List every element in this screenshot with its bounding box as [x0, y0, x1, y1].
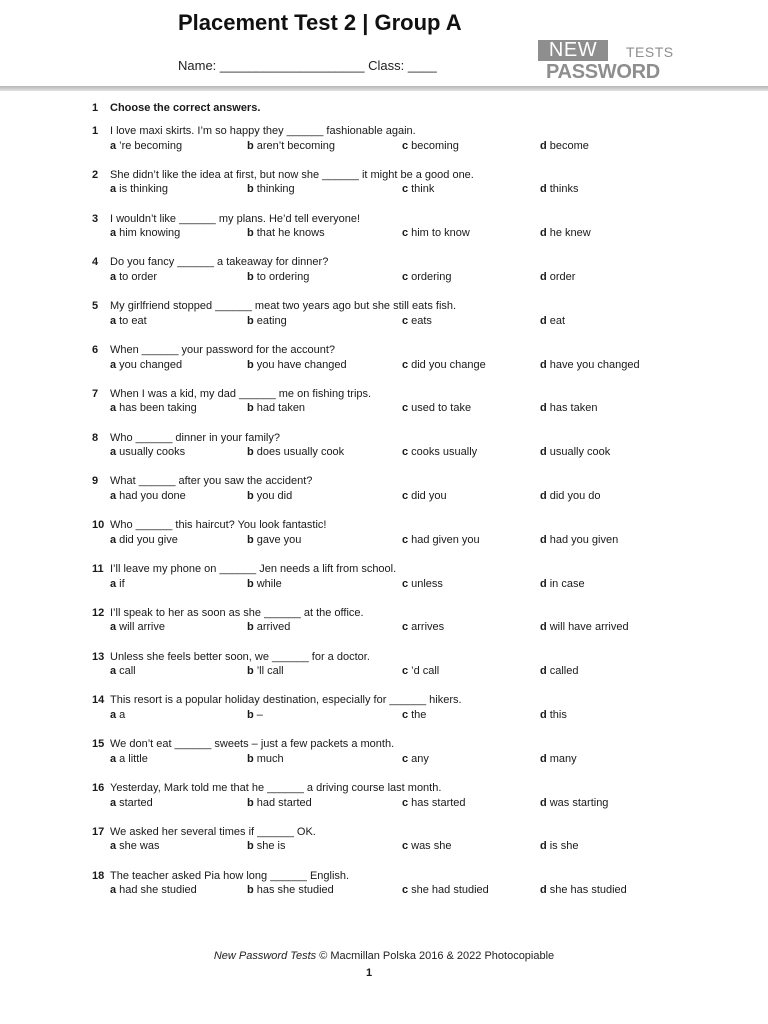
- option-text: that he knows: [256, 227, 325, 240]
- option-text: has she studied: [256, 884, 334, 897]
- option-text: ordering: [411, 270, 452, 283]
- answer-option-b: [247, 533, 301, 548]
- answer-option-c: [402, 489, 447, 504]
- question-item: [92, 168, 732, 202]
- question-number: 5: [92, 300, 99, 313]
- answer-option-a: [110, 182, 168, 197]
- question-item: [92, 255, 732, 289]
- option-letter: a: [110, 270, 117, 283]
- question-stem: Who ______ this haircut? You look fantastic!: [110, 519, 327, 532]
- option-text: she had studied: [411, 884, 489, 897]
- option-letter: d: [540, 796, 547, 809]
- option-text: had given you: [411, 533, 480, 546]
- answer-option-a: [110, 401, 197, 416]
- answer-option-b: [247, 358, 347, 373]
- option-letter: a: [110, 840, 117, 853]
- option-text: had you done: [119, 489, 186, 502]
- option-letter: c: [402, 752, 409, 765]
- question-number: 10: [92, 519, 105, 532]
- option-text: usually cooks: [119, 446, 186, 459]
- question-item: [92, 737, 732, 771]
- answer-option-d: [540, 314, 565, 329]
- option-letter: c: [402, 314, 409, 327]
- answer-option-a: [110, 445, 185, 460]
- option-letter: b: [247, 358, 254, 371]
- question-number: 7: [92, 387, 99, 400]
- answer-option-b: [247, 401, 305, 416]
- question-stem: When ______ your password for the account?: [110, 344, 336, 356]
- option-letter: d: [540, 665, 547, 678]
- option-letter: a: [110, 489, 117, 502]
- question-number: 9: [92, 475, 99, 488]
- option-letter: c: [402, 270, 409, 283]
- option-text: ’d call: [411, 665, 440, 678]
- option-text: did you change: [411, 358, 486, 371]
- question-number: 6: [92, 344, 99, 356]
- option-text: order: [549, 270, 576, 283]
- option-letter: b: [247, 533, 254, 546]
- option-letter: d: [540, 752, 547, 765]
- question-item: [92, 781, 732, 815]
- answer-option-a: [110, 664, 136, 679]
- footer-copyright: [0, 950, 768, 962]
- option-letter: d: [540, 840, 547, 853]
- answer-option-b: [247, 314, 287, 329]
- option-letter: a: [110, 402, 117, 415]
- option-letter: a: [110, 708, 117, 721]
- answer-option-c: [402, 182, 434, 197]
- option-letter: b: [247, 314, 254, 327]
- answer-option-d: [540, 358, 640, 373]
- option-text: had you given: [549, 533, 619, 546]
- option-letter: c: [402, 358, 409, 371]
- option-text: she has studied: [549, 884, 627, 897]
- option-letter: d: [540, 577, 547, 590]
- question-number: 3: [92, 212, 99, 225]
- option-letter: a: [110, 752, 117, 765]
- question-item: [92, 212, 732, 246]
- option-letter: a: [110, 665, 117, 678]
- question-item: [92, 869, 732, 903]
- question-item: [92, 387, 732, 421]
- question-stem: Who ______ dinner in your family?: [110, 431, 280, 444]
- option-letter: d: [540, 446, 547, 459]
- page-title: Placement Test 2 | Group A: [178, 10, 462, 35]
- question-number: 8: [92, 431, 99, 444]
- option-text: eats: [411, 314, 432, 327]
- question-stem: I’ll speak to her as soon as she ______ at the office.: [110, 606, 364, 619]
- option-letter: c: [402, 533, 409, 546]
- answer-option-a: [110, 358, 182, 373]
- option-text: ’ll call: [256, 665, 284, 678]
- option-letter: b: [247, 884, 254, 897]
- option-letter: c: [402, 183, 409, 196]
- option-letter: c: [402, 402, 409, 415]
- section-instruction: Choose the correct answers.: [110, 102, 261, 114]
- option-letter: a: [110, 621, 117, 634]
- option-letter: d: [540, 489, 547, 502]
- option-text: this: [549, 708, 567, 721]
- question-stem: She didn’t like the idea at first, but now she ______ it might be a good one.: [110, 168, 474, 181]
- option-letter: c: [402, 665, 409, 678]
- answer-option-d: [540, 620, 629, 635]
- answer-option-a: [110, 752, 148, 767]
- option-text: was she: [411, 840, 452, 853]
- option-text: him to know: [411, 227, 470, 240]
- option-letter: b: [247, 621, 254, 634]
- question-stem: We don’t eat ______ sweets – just a few packets a month.: [110, 738, 395, 751]
- option-text: much: [256, 752, 284, 765]
- option-text: called: [549, 665, 579, 678]
- answer-option-c: [402, 358, 486, 373]
- question-item: [92, 431, 732, 465]
- question-number: 11: [92, 563, 104, 575]
- option-text: –: [256, 708, 263, 721]
- section-heading: [92, 102, 260, 114]
- option-letter: c: [402, 884, 409, 897]
- footer-rest: © Macmillan Polska 2016 & 2022 Photocopiable: [316, 950, 555, 962]
- answer-option-b: [247, 445, 344, 460]
- option-text: did you do: [549, 489, 601, 502]
- question-item: [92, 343, 732, 377]
- answer-option-c: [402, 620, 444, 635]
- option-letter: b: [247, 489, 254, 502]
- question-stem: What ______ after you saw the accident?: [110, 475, 313, 488]
- answer-option-a: [110, 533, 178, 548]
- name-class-line: Name: ____________________ Class: ____: [178, 58, 437, 73]
- answer-option-d: [540, 533, 618, 548]
- option-text: she was: [119, 840, 160, 853]
- option-text: does usually cook: [256, 446, 345, 459]
- question-item: [92, 474, 732, 508]
- section-number: 1: [92, 102, 99, 114]
- option-text: started: [119, 796, 153, 809]
- footer-brand: New Password Tests: [213, 950, 317, 962]
- option-letter: b: [247, 446, 254, 459]
- answer-option-c: [402, 314, 432, 329]
- question-item: [92, 518, 732, 552]
- option-text: will arrive: [119, 621, 165, 634]
- option-text: she is: [256, 840, 286, 853]
- option-letter: b: [247, 183, 254, 196]
- option-letter: b: [247, 708, 254, 721]
- option-text: unless: [411, 577, 443, 590]
- answer-option-b: [247, 883, 334, 898]
- option-letter: b: [247, 139, 254, 152]
- option-letter: b: [247, 840, 254, 853]
- option-text: has been taking: [119, 402, 197, 415]
- option-text: will have arrived: [549, 621, 629, 634]
- option-text: eat: [549, 314, 566, 327]
- option-letter: c: [402, 489, 409, 502]
- option-letter: d: [540, 183, 547, 196]
- question-stem: I wouldn’t like ______ my plans. He’d tell everyone!: [110, 212, 361, 225]
- option-letter: a: [110, 446, 117, 459]
- option-text: is thinking: [119, 183, 169, 196]
- option-letter: b: [247, 577, 254, 590]
- option-text: thinks: [549, 183, 579, 196]
- option-letter: c: [402, 227, 409, 240]
- answer-option-c: [402, 226, 470, 241]
- answer-option-b: [247, 226, 325, 241]
- answer-option-c: [402, 708, 426, 723]
- option-letter: b: [247, 270, 254, 283]
- page-number: 1: [365, 967, 373, 979]
- answer-option-c: [402, 445, 477, 460]
- answer-option-b: [247, 620, 290, 635]
- option-letter: a: [110, 183, 117, 196]
- option-text: to eat: [119, 314, 147, 327]
- option-letter: b: [247, 402, 254, 415]
- answer-option-a: [110, 226, 180, 241]
- option-text: him knowing: [119, 227, 181, 240]
- option-text: to ordering: [256, 270, 310, 283]
- option-text: a: [119, 708, 126, 721]
- answer-option-a: [110, 314, 147, 329]
- answer-option-c: [402, 270, 451, 285]
- option-letter: a: [110, 884, 117, 897]
- answer-option-d: [540, 270, 575, 285]
- option-text: become: [549, 139, 589, 152]
- option-letter: d: [540, 621, 547, 634]
- option-letter: c: [402, 139, 409, 152]
- answer-option-d: [540, 139, 589, 154]
- option-letter: c: [402, 446, 409, 459]
- answer-option-d: [540, 182, 578, 197]
- question-stem: The teacher asked Pia how long ______ English.: [110, 869, 350, 882]
- answer-option-d: [540, 226, 591, 241]
- option-text: eating: [256, 314, 287, 327]
- answer-option-d: [540, 489, 601, 504]
- answer-option-d: [540, 445, 610, 460]
- option-text: have you changed: [549, 358, 640, 371]
- answer-option-c: [402, 401, 471, 416]
- option-text: a little: [119, 752, 148, 765]
- option-letter: d: [540, 884, 547, 897]
- option-letter: d: [540, 402, 547, 415]
- option-letter: c: [402, 840, 409, 853]
- question-stem: Yesterday, Mark told me that he ______ a driving course last month.: [110, 782, 442, 794]
- option-text: he knew: [549, 227, 591, 240]
- option-letter: c: [402, 796, 409, 809]
- option-letter: a: [110, 314, 117, 327]
- option-letter: b: [247, 752, 254, 765]
- new-password-tests-logo: [538, 40, 678, 82]
- answer-option-b: [247, 708, 263, 723]
- option-letter: a: [110, 533, 117, 546]
- answer-option-a: [110, 839, 159, 854]
- option-letter: b: [247, 665, 254, 678]
- question-number: 2: [92, 168, 99, 181]
- option-text: you have changed: [256, 358, 347, 371]
- option-letter: a: [110, 796, 117, 809]
- answer-option-a: [110, 270, 157, 285]
- option-text: becoming: [411, 139, 459, 152]
- option-text: has started: [411, 796, 466, 809]
- option-letter: d: [540, 270, 547, 283]
- question-number: 1: [92, 125, 99, 137]
- option-text: to order: [119, 270, 158, 283]
- question-stem: I’ll leave my phone on ______ Jen needs a lift from school.: [110, 563, 397, 575]
- option-text: you did: [256, 489, 293, 502]
- answer-option-c: [402, 796, 466, 811]
- answer-option-b: [247, 577, 282, 592]
- option-text: you changed: [119, 358, 183, 371]
- answer-option-b: [247, 139, 335, 154]
- option-text: is she: [549, 840, 579, 853]
- answer-option-a: [110, 139, 182, 154]
- option-text: while: [256, 577, 282, 590]
- logo-tests: TESTS: [626, 44, 674, 60]
- option-text: used to take: [411, 402, 472, 415]
- option-letter: b: [247, 227, 254, 240]
- option-text: arrived: [256, 621, 291, 634]
- question-number: 12: [92, 606, 105, 619]
- option-text: had started: [256, 796, 312, 809]
- question-stem: I love maxi skirts. I’m so happy they ______ fashionable again.: [110, 125, 416, 137]
- option-text: did you give: [119, 533, 178, 546]
- answer-option-c: [402, 577, 443, 592]
- option-text: call: [119, 665, 136, 678]
- answer-option-c: [402, 883, 489, 898]
- option-text: has taken: [549, 402, 598, 415]
- answer-option-c: [402, 139, 459, 154]
- answer-option-a: [110, 577, 125, 592]
- answer-option-c: [402, 664, 439, 679]
- option-text: had she studied: [119, 884, 197, 897]
- question-stem: Unless she feels better soon, we ______ for a doctor.: [110, 650, 370, 663]
- answer-option-d: [540, 839, 578, 854]
- option-letter: a: [110, 227, 117, 240]
- option-letter: a: [110, 577, 117, 590]
- option-letter: a: [110, 139, 117, 152]
- logo-password: PASSWORD: [546, 61, 660, 83]
- option-text: in case: [549, 577, 585, 590]
- option-text: did you: [411, 489, 447, 502]
- question-item: [92, 124, 732, 158]
- question-item: [92, 693, 732, 727]
- answer-option-a: [110, 883, 197, 898]
- answer-option-a: [110, 708, 125, 723]
- option-text: if: [119, 577, 125, 590]
- question-number: 4: [92, 256, 99, 269]
- option-text: was starting: [549, 796, 609, 809]
- option-text: aren’t becoming: [256, 139, 336, 152]
- option-text: ’re becoming: [119, 139, 183, 152]
- option-letter: a: [110, 358, 117, 371]
- option-text: thinking: [256, 183, 295, 196]
- option-letter: d: [540, 314, 547, 327]
- answer-option-a: [110, 620, 165, 635]
- answer-option-b: [247, 664, 284, 679]
- option-text: think: [411, 183, 435, 196]
- option-text: had taken: [256, 402, 306, 415]
- question-stem: This resort is a popular holiday destination, especially for ______ hikers.: [110, 694, 462, 707]
- question-stem: When I was a kid, my dad ______ me on fishing trips.: [110, 387, 372, 400]
- question-number: 18: [92, 869, 105, 882]
- answer-option-d: [540, 401, 597, 416]
- answer-option-c: [402, 839, 451, 854]
- answer-option-c: [402, 533, 480, 548]
- option-text: many: [549, 752, 577, 765]
- logo-new: NEW: [538, 40, 608, 61]
- answer-option-d: [540, 708, 567, 723]
- question-number: 16: [92, 782, 105, 794]
- answer-option-d: [540, 577, 585, 592]
- option-letter: c: [402, 621, 409, 634]
- answer-option-d: [540, 664, 578, 679]
- question-item: [92, 606, 732, 640]
- question-number: 17: [92, 825, 105, 838]
- answer-option-d: [540, 883, 627, 898]
- answer-option-d: [540, 796, 608, 811]
- question-number: 15: [92, 738, 105, 751]
- option-letter: d: [540, 708, 547, 721]
- option-text: cooks usually: [411, 446, 478, 459]
- option-text: the: [411, 708, 427, 721]
- header-divider: [0, 86, 768, 91]
- question-stem: We asked her several times if ______ OK.: [110, 825, 316, 838]
- option-letter: d: [540, 533, 547, 546]
- answer-option-b: [247, 752, 284, 767]
- option-letter: d: [540, 139, 547, 152]
- option-text: usually cook: [549, 446, 611, 459]
- answer-option-b: [247, 489, 292, 504]
- question-item: [92, 562, 732, 596]
- answer-option-b: [247, 182, 295, 197]
- option-letter: b: [247, 796, 254, 809]
- option-text: gave you: [256, 533, 302, 546]
- question-number: 13: [92, 650, 105, 663]
- answer-option-a: [110, 489, 186, 504]
- question-item: [92, 650, 732, 684]
- question-stem: Do you fancy ______ a takeaway for dinner?: [110, 256, 329, 269]
- answer-option-c: [402, 752, 429, 767]
- answer-option-b: [247, 839, 285, 854]
- option-letter: d: [540, 227, 547, 240]
- answer-option-d: [540, 752, 577, 767]
- answer-option-b: [247, 796, 312, 811]
- answer-option-b: [247, 270, 309, 285]
- option-text: arrives: [411, 621, 445, 634]
- question-item: [92, 825, 732, 859]
- question-number: 14: [92, 694, 105, 707]
- question-stem: My girlfriend stopped ______ meat two years ago but she still eats fish.: [110, 300, 457, 313]
- question-item: [92, 299, 732, 333]
- answer-option-a: [110, 796, 153, 811]
- option-letter: c: [402, 708, 409, 721]
- option-letter: d: [540, 358, 547, 371]
- option-letter: c: [402, 577, 409, 590]
- option-text: any: [411, 752, 429, 765]
